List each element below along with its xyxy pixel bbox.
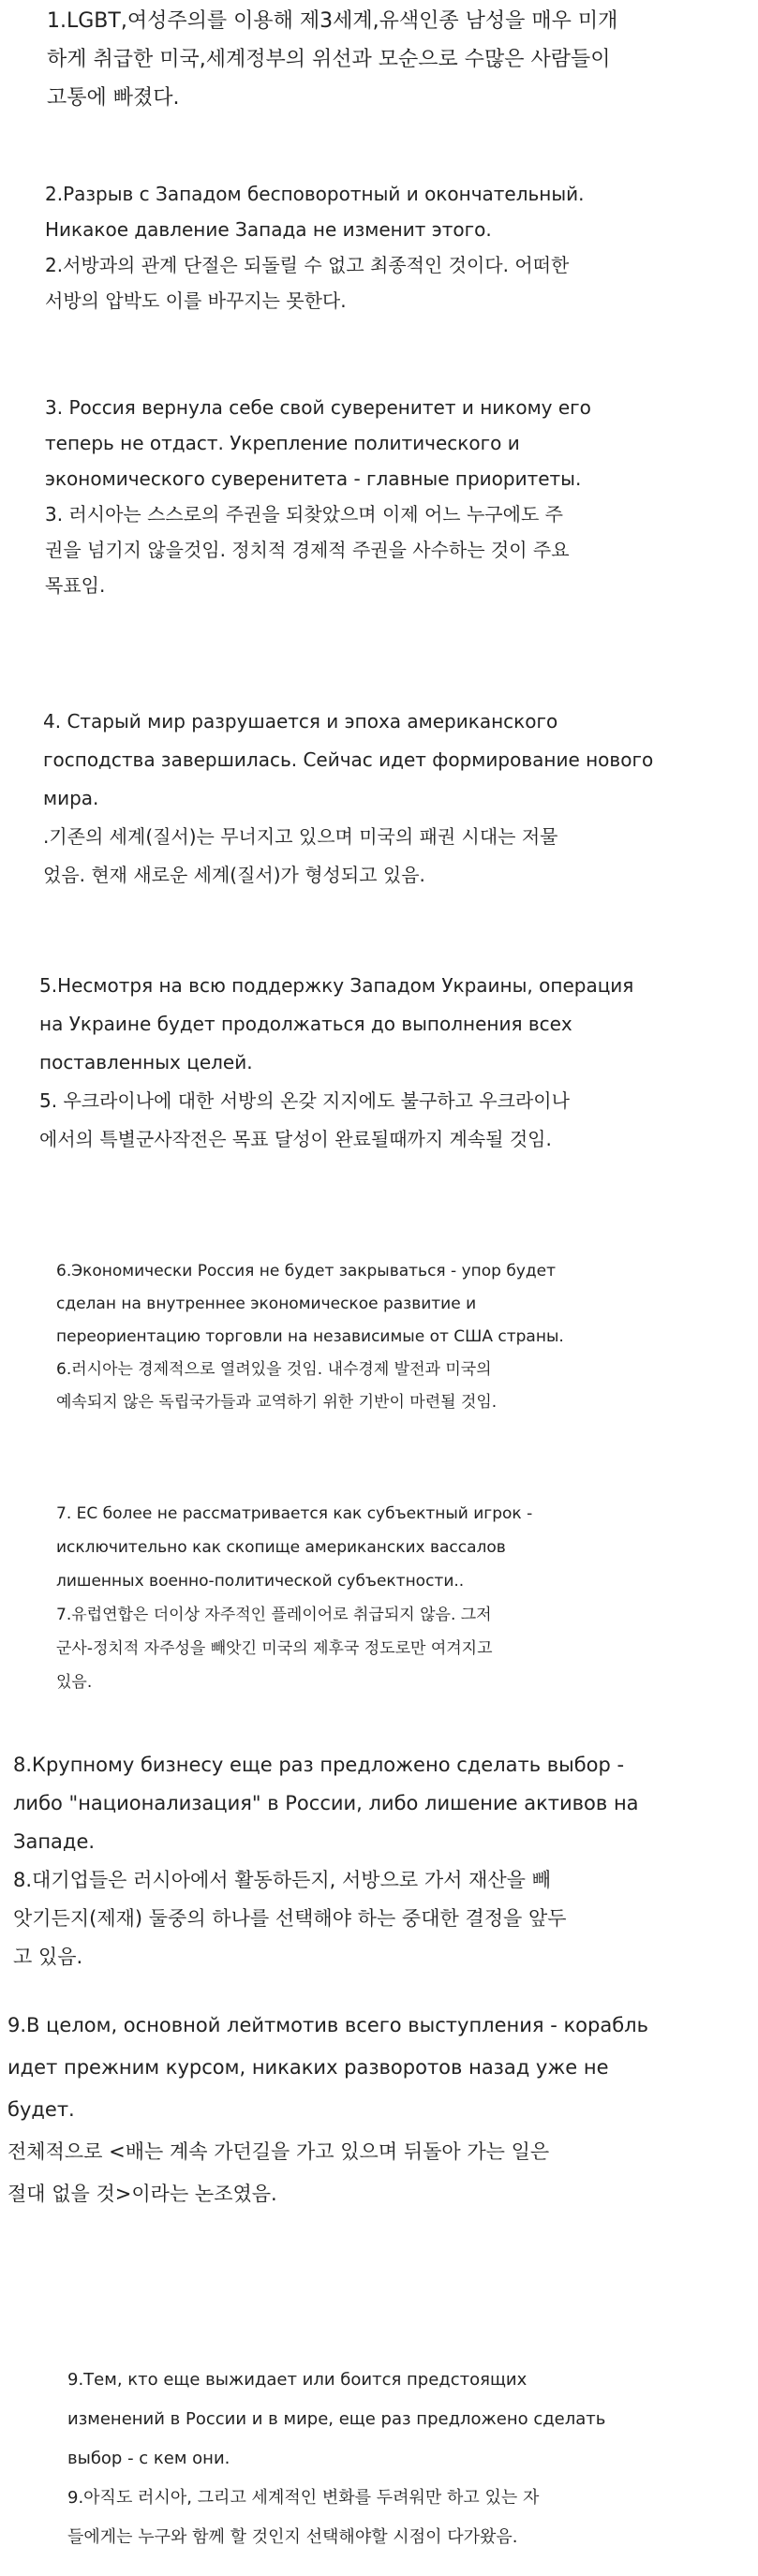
text-line: .기존의 세계(질서)는 무너지고 있으며 미국의 패권 시대는 저물: [43, 825, 558, 848]
text-line: 7.유럽연합은 더이상 자주적인 플레이어로 취급되지 않음. 그저: [56, 1606, 492, 1624]
text-line: 앗기든지(제재) 둘중의 하나를 선택해야 하는 중대한 결정을 앞두: [13, 1907, 567, 1930]
text-line: 2.Разрыв с Западом бесповоротный и окончательный.: [45, 183, 585, 205]
text-line: 3. Россия вернула себе свой суверенитет и никому его: [45, 396, 591, 419]
text-line: 2.서방과의 관계 단절은 되돌릴 수 없고 최종적인 것이다. 어떠한: [45, 254, 570, 276]
paragraph-4: [43, 703, 653, 895]
text-line: 군사-정치적 자주성을 빼앗긴 미국의 제후국 정도로만 여겨지고: [56, 1639, 493, 1658]
paragraph-7: [56, 1497, 532, 1699]
text-line: 하게 취급한 미국,세계정부의 위선과 모순으로 수많은 사람들이: [47, 48, 611, 71]
text-line: 고통에 빠졌다.: [47, 86, 180, 110]
text-line: изменений в России и в мире, еще раз предложено сделать: [67, 2409, 606, 2429]
text-line: на Украине будет продолжаться до выполнения всех: [39, 1013, 572, 1035]
text-line: Западе.: [13, 1830, 96, 1853]
text-line: мира.: [43, 787, 99, 809]
text-line: теперь не отдаст. Укрепление политического и: [45, 432, 520, 454]
text-line: 6.러시아는 경제적으로 열려있을 것임. 내수경제 발전과 미국의: [56, 1360, 492, 1379]
text-line: исключительно как скопище американских вассалов: [56, 1538, 506, 1557]
text-line: 었음. 현재 새로운 세계(질서)가 형성되고 있음.: [43, 864, 425, 886]
text-line: 권을 넘기지 않을것임. 정치적 경제적 주권을 사수하는 것이 주요: [45, 539, 570, 561]
text-line: 9.아직도 러시아, 그리고 세계적인 변화를 두려워만 하고 있는 자: [67, 2488, 540, 2508]
text-line: переориентацию торговли на независимые от США страны.: [56, 1327, 564, 1346]
paragraph-9: [7, 2005, 648, 2215]
paragraph-2: [45, 176, 585, 318]
text-line: 있음.: [56, 1673, 93, 1692]
text-line: выбор - с кем они.: [67, 2449, 230, 2468]
text-line: 5. 우크라이나에 대한 서방의 온갖 지지에도 불구하고 우크라이나: [39, 1089, 570, 1112]
paragraph-5: [39, 967, 633, 1159]
text-line: лишенных военно-политической субъектности..: [56, 1572, 465, 1591]
text-line: экономического суверенитета - главные приоритеты.: [45, 467, 582, 490]
text-line: 5.Несмотря на всю поддержку Западом Украины, операция: [39, 974, 634, 997]
text-line: 3. 러시아는 스스로의 주권을 되찾았으며 이제 어느 누구에도 주: [45, 503, 563, 526]
paragraph-6: [56, 1255, 564, 1419]
text-line: 9.В целом, основной лейтмотив всего выступления - корабль: [7, 2014, 648, 2036]
text-line: господства завершилась. Сейчас идет формирование нового: [43, 748, 654, 771]
text-line: 6.Экономически Россия не будет закрываться - упор будет: [56, 1262, 557, 1281]
text-line: сделан на внутреннее экономическое развитие и: [56, 1295, 477, 1313]
text-line: 8.대기업들은 러시아에서 활동하든지, 서방으로 가서 재산을 빼: [13, 1869, 551, 1891]
text-line: 고 있음.: [13, 1946, 83, 1968]
paragraph-10: [67, 2361, 605, 2557]
text-line: 8.Крупному бизнесу еще раз предложено сделать выбор -: [13, 1754, 625, 1776]
text-line: идет прежним курсом, никаких разворотов назад уже не: [7, 2056, 609, 2079]
text-line: 서방의 압박도 이를 바꾸지는 못한다.: [45, 289, 347, 312]
text-line: 예속되지 않은 독립국가들과 교역하기 위한 기반이 마련될 것임.: [56, 1393, 498, 1412]
text-line: либо "национализация" в России, либо лишение активов на: [13, 1792, 639, 1814]
text-line: 7. ЕС более не рассматривается как субъектный игрок -: [56, 1504, 533, 1523]
text-line: 절대 없을 것>이라는 논조였음.: [7, 2183, 277, 2205]
text-line: 목표임.: [45, 574, 106, 597]
text-line: 전체적으로 <배는 계속 가던길을 가고 있으며 뒤돌아 가는 일은: [7, 2140, 550, 2163]
paragraph-1: [47, 2, 617, 117]
text-line: будет.: [7, 2098, 75, 2121]
text-line: Никакое давление Запада не изменит этого.: [45, 218, 492, 241]
text-line: поставленных целей.: [39, 1051, 253, 1073]
text-line: 9.Тем, кто еще выжидает или боится предстоящих: [67, 2370, 528, 2390]
text-line: 들에게는 누구와 함께 할 것인지 선택해야할 시점이 다가왔음.: [67, 2527, 518, 2547]
text-line: 4. Старый мир разрушается и эпоха американского: [43, 710, 558, 733]
text-line: 에서의 특별군사작전은 목표 달성이 완료될때까지 계속될 것임.: [39, 1128, 552, 1150]
text-line: 1.LGBT,여성주의를 이용해 제3세계,유색인종 남성을 매우 미개: [47, 9, 618, 33]
paragraph-3: [45, 390, 591, 603]
paragraph-8: [13, 1746, 639, 1976]
